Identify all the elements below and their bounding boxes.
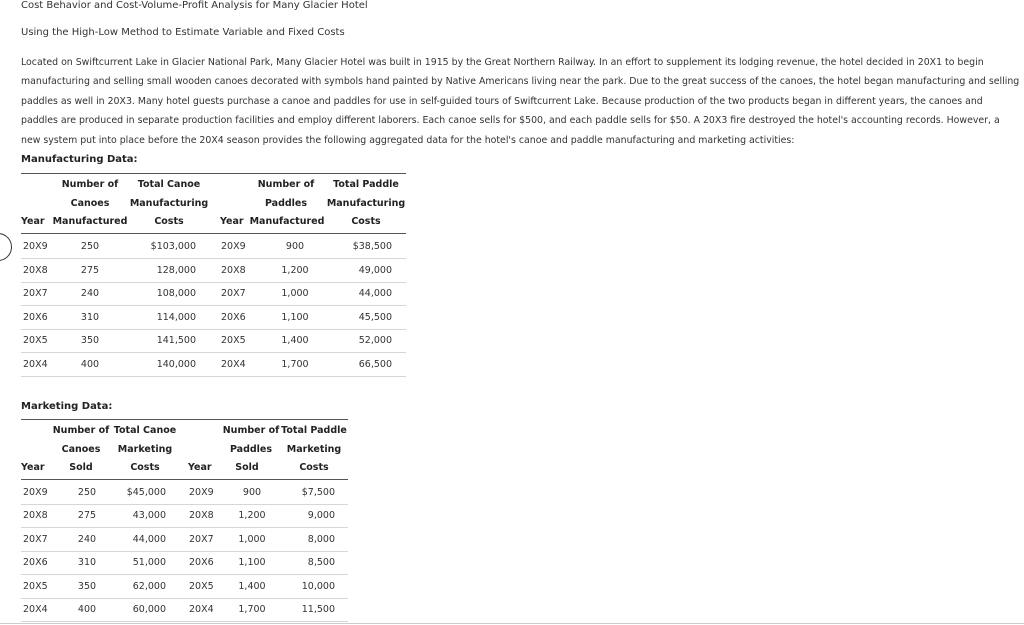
- mkt-header-canoes-line3: Sold: [69, 462, 93, 473]
- marketing-table-top-rule: [21, 419, 348, 420]
- manufacturing-row-divider: [21, 282, 406, 283]
- manufacturing-cell-canoe_cost: 114,000: [156, 311, 196, 323]
- mfg-header-canoe-cost-line3: Costs: [154, 216, 184, 227]
- manufacturing-cell-canoe_cost: 108,000: [156, 288, 196, 300]
- manufacturing-cell-paddles: 1,400: [281, 335, 309, 347]
- manufacturing-cell-year2: 20X6: [221, 311, 246, 323]
- manufacturing-header-rule: [21, 233, 406, 234]
- manufacturing-cell-paddle_cost: 44,000: [358, 288, 392, 300]
- manufacturing-cell-paddle_cost: $38,500: [352, 241, 392, 252]
- marketing-row-divider: [21, 598, 348, 599]
- mkt-header-canoe-cost-line1: Total Canoe: [113, 425, 177, 436]
- mkt-header-paddle-cost-line1: Total Paddle: [281, 425, 347, 436]
- manufacturing-cell-paddle_cost: 49,000: [358, 264, 392, 276]
- manufacturing-cell-year: 20X9: [23, 241, 48, 252]
- manufacturing-cell-paddle_cost: 52,000: [358, 335, 392, 347]
- manufacturing-cell-year2: 20X8: [221, 264, 246, 276]
- mfg-header-canoes-line2: Canoes: [70, 198, 110, 209]
- manufacturing-cell-year: 20X6: [23, 311, 48, 323]
- manufacturing-row-divider: [21, 258, 406, 259]
- marketing-cell-paddle_cost: 8,500: [307, 557, 335, 569]
- marketing-cell-year: 20X4: [23, 604, 48, 615]
- mfg-header-paddle-cost-line2: Manufacturing: [326, 198, 406, 209]
- marketing-cell-year: 20X7: [23, 533, 48, 545]
- manufacturing-cell-canoes: 350: [80, 335, 100, 347]
- mfg-header-canoe-cost-line1: Total Canoe: [137, 179, 201, 190]
- manufacturing-cell-year2: 20X7: [221, 288, 246, 300]
- manufacturing-cell-paddles: 1,700: [281, 359, 309, 370]
- marketing-header-rule: [21, 479, 348, 480]
- mfg-header-paddle-cost-line1: Total Paddle: [333, 179, 399, 190]
- marketing-section-label: Marketing Data:: [21, 401, 113, 412]
- marketing-cell-year2: 20X7: [189, 533, 214, 545]
- mkt-header-year2: Year: [188, 462, 212, 473]
- marketing-cell-canoe_cost: 51,000: [132, 557, 166, 569]
- intro-paragraph: Located on Swiftcurrent Lake in Glacier National Park, Many Glacier Hotel was built in 1915 by the Great Northern Railway. In an effort to supplement its lodging revenue, the hotel decided in 20X1 to begin manufacturing and selling small wooden canoes decorated with symbols hand painted by Native Americans living near the park. Due to the great success of the canoes, the hotel began manufacturing and selling paddles as well in 20X3. Many hotel guests purchase a canoe and paddles for use in self-guided tours of Swiftcurrent Lake. Because production of the two products began in different years, the canoes and paddles are produced in separate production facilities and employ different laborers. Each canoe sells for $500, and each paddle sells for $50. A 20X3 fire destroyed the hotel's accounting records. However, a new system put into place before the 20X4 season provides the following aggregated data for the hotel's canoe and paddle manufacturing and marketing activities:: [21, 57, 1020, 146]
- manufacturing-cell-canoe_cost: 141,500: [156, 335, 196, 347]
- marketing-cell-year2: 20X4: [189, 604, 214, 615]
- mkt-header-canoe-cost-line2: Marketing: [117, 444, 173, 455]
- marketing-cell-paddle_cost: $7,500: [301, 487, 335, 498]
- manufacturing-cell-year: 20X7: [23, 288, 48, 300]
- manufacturing-cell-paddles: 1,000: [281, 288, 309, 300]
- manufacturing-cell-year2: 20X4: [221, 359, 246, 370]
- marketing-cell-canoe_cost: 62,000: [132, 580, 166, 592]
- manufacturing-cell-canoe_cost: 128,000: [156, 264, 196, 276]
- marketing-cell-canoes: 400: [77, 604, 97, 615]
- marketing-cell-paddle_cost: 10,000: [301, 580, 335, 592]
- mfg-header-canoes-line1: Number of: [61, 179, 119, 190]
- marketing-cell-paddle_cost: 9,000: [307, 510, 335, 522]
- marketing-cell-year2: 20X5: [189, 580, 214, 592]
- mkt-header-paddle-cost-line3: Costs: [299, 462, 329, 473]
- marketing-cell-canoes: 250: [77, 487, 97, 498]
- mfg-header-canoe-cost-line2: Manufacturing: [129, 198, 209, 209]
- manufacturing-cell-paddle_cost: 66,500: [358, 359, 392, 370]
- manufacturing-cell-canoes: 310: [80, 311, 100, 323]
- mfg-header-paddles-line3: Manufactured: [249, 216, 325, 227]
- marketing-cell-canoes: 240: [77, 533, 97, 545]
- mkt-header-paddles-line3: Sold: [235, 462, 259, 473]
- mkt-header-year: Year: [21, 462, 45, 473]
- marketing-cell-year2: 20X8: [189, 510, 214, 522]
- mfg-header-paddles-line1: Number of: [257, 179, 315, 190]
- manufacturing-cell-paddles: 1,100: [281, 311, 309, 323]
- manufacturing-table-top-rule: [21, 173, 406, 174]
- marketing-cell-paddles: 1,400: [238, 580, 266, 592]
- marketing-cell-canoes: 275: [77, 510, 97, 522]
- mfg-header-canoes-line3: Manufactured: [52, 216, 128, 227]
- manufacturing-cell-canoe_cost: 140,000: [156, 359, 196, 370]
- marketing-cell-year2: 20X6: [189, 557, 214, 569]
- manufacturing-cell-paddles: 900: [285, 241, 305, 252]
- marketing-cell-year: 20X9: [23, 487, 48, 498]
- mfg-header-paddles-line2: Paddles: [264, 198, 308, 209]
- manufacturing-cell-canoes: 275: [80, 264, 100, 276]
- manufacturing-cell-canoe_cost: $103,000: [150, 241, 196, 252]
- manufacturing-row-divider: [21, 329, 406, 330]
- marketing-cell-paddle_cost: 8,000: [307, 533, 335, 545]
- marketing-cell-canoes: 350: [77, 580, 97, 592]
- marketing-cell-year: 20X8: [23, 510, 48, 522]
- manufacturing-section-label: Manufacturing Data:: [21, 154, 138, 165]
- marketing-cell-year: 20X6: [23, 557, 48, 569]
- manufacturing-cell-canoes: 240: [80, 288, 100, 300]
- mkt-header-canoe-cost-line3: Costs: [130, 462, 160, 473]
- manufacturing-row-divider: [21, 352, 406, 353]
- manufacturing-cell-year2: 20X5: [221, 335, 246, 347]
- mfg-header-paddle-cost-line3: Costs: [351, 216, 381, 227]
- mkt-header-paddle-cost-line2: Marketing: [286, 444, 342, 455]
- mfg-header-year: Year: [21, 216, 45, 227]
- marketing-cell-canoe_cost: 60,000: [132, 604, 166, 615]
- manufacturing-cell-paddle_cost: 45,500: [358, 311, 392, 323]
- marketing-cell-canoe_cost: 43,000: [132, 510, 166, 522]
- marketing-cell-paddles: 1,100: [238, 557, 266, 569]
- manufacturing-cell-year: 20X8: [23, 264, 48, 276]
- marketing-cell-paddle_cost: 11,500: [301, 604, 335, 615]
- manufacturing-row-divider: [21, 305, 406, 306]
- manufacturing-cell-year2: 20X9: [221, 241, 246, 252]
- marketing-cell-canoe_cost: $45,000: [126, 487, 166, 498]
- manufacturing-cell-canoes: 400: [80, 359, 100, 370]
- mkt-header-canoes-line2: Canoes: [61, 444, 101, 455]
- marketing-row-divider: [21, 504, 348, 505]
- mkt-header-paddles-line2: Paddles: [229, 444, 273, 455]
- marketing-row-divider: [21, 574, 348, 575]
- marketing-row-divider: [21, 621, 348, 622]
- marketing-cell-canoe_cost: 44,000: [132, 533, 166, 545]
- mkt-header-canoes-line1: Number of: [52, 425, 110, 436]
- bottom-edge-rule: [0, 623, 1024, 624]
- page-title: Cost Behavior and Cost-Volume-Profit Analysis for Many Glacier Hotel: [21, 0, 368, 11]
- marketing-cell-paddles: 900: [242, 487, 262, 498]
- marketing-cell-paddles: 1,700: [238, 604, 266, 615]
- manufacturing-cell-year: 20X5: [23, 335, 48, 347]
- scroll-marker-circle: [0, 233, 12, 261]
- marketing-cell-paddles: 1,000: [238, 533, 266, 545]
- manufacturing-cell-year: 20X4: [23, 359, 48, 370]
- marketing-cell-year: 20X5: [23, 580, 48, 592]
- manufacturing-cell-canoes: 250: [80, 241, 100, 252]
- marketing-cell-paddles: 1,200: [238, 510, 266, 522]
- manufacturing-cell-paddles: 1,200: [281, 264, 309, 276]
- marketing-row-divider: [21, 551, 348, 552]
- marketing-cell-year2: 20X9: [189, 487, 214, 498]
- manufacturing-row-divider: [21, 376, 406, 377]
- page-subtitle: Using the High-Low Method to Estimate Variable and Fixed Costs: [21, 27, 345, 38]
- marketing-row-divider: [21, 527, 348, 528]
- mkt-header-paddles-line1: Number of: [222, 425, 280, 436]
- mfg-header-year2: Year: [220, 216, 244, 227]
- marketing-cell-canoes: 310: [77, 557, 97, 569]
